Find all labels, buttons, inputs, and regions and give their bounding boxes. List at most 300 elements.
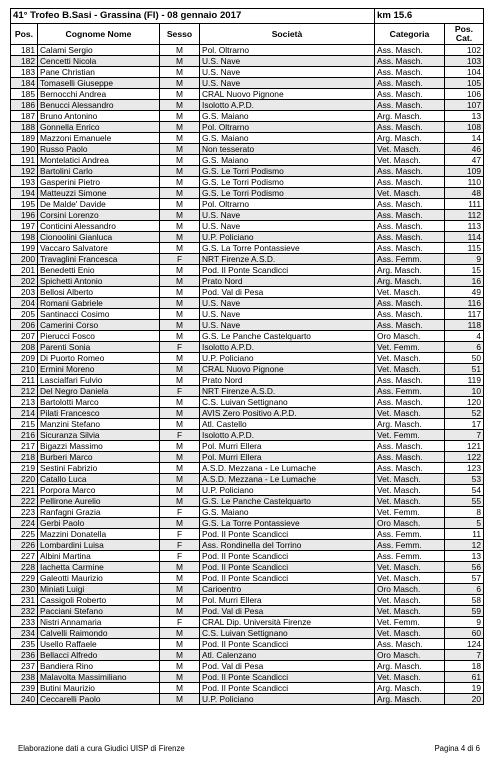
cell-name: Burberi Marco <box>38 452 160 463</box>
cell-category: Ass. Femm. <box>375 254 445 265</box>
cell-pos: 238 <box>11 672 38 683</box>
cell-club: G.S. Maiano <box>200 133 375 144</box>
table-row <box>11 419 484 430</box>
cell-poscat: 110 <box>445 177 484 188</box>
cell-poscat: 58 <box>445 595 484 606</box>
cell-club: NRT Firenze A.S.D. <box>200 386 375 397</box>
table-row <box>11 507 484 518</box>
table-row <box>11 276 484 287</box>
cell-category: Ass. Masch. <box>375 122 445 133</box>
header-sex: Sesso <box>160 24 200 45</box>
cell-club: Pol. Oltrarno <box>200 122 375 133</box>
cell-category: Vet. Femm. <box>375 507 445 518</box>
table-row <box>11 617 484 628</box>
cell-name: Del Negro Daniela <box>38 386 160 397</box>
cell-club: Pod. Val di Pesa <box>200 606 375 617</box>
cell-pos: 202 <box>11 276 38 287</box>
table-row <box>11 661 484 672</box>
cell-name: Butini Maurizio <box>38 683 160 694</box>
cell-pos: 209 <box>11 353 38 364</box>
cell-pos: 196 <box>11 210 38 221</box>
cell-poscat: 46 <box>445 144 484 155</box>
cell-category: Ass. Masch. <box>375 56 445 67</box>
cell-name: Pane Christian <box>38 67 160 78</box>
cell-poscat: 49 <box>445 287 484 298</box>
cell-poscat: 123 <box>445 463 484 474</box>
cell-sex: M <box>160 463 200 474</box>
cell-sex: F <box>160 551 200 562</box>
cell-pos: 181 <box>11 45 38 56</box>
cell-pos: 183 <box>11 67 38 78</box>
table-row <box>11 573 484 584</box>
cell-category: Vet. Masch. <box>375 188 445 199</box>
cell-sex: M <box>160 419 200 430</box>
cell-sex: M <box>160 562 200 573</box>
cell-sex: F <box>160 617 200 628</box>
cell-club: G.S. Maiano <box>200 507 375 518</box>
cell-category: Vet. Femm. <box>375 342 445 353</box>
cell-poscat: 111 <box>445 199 484 210</box>
cell-club: Pol. Oltrarno <box>200 45 375 56</box>
table-row <box>11 639 484 650</box>
cell-sex: M <box>160 606 200 617</box>
cell-name: Benucci Alessandro <box>38 100 160 111</box>
cell-name: Parenti Sonia <box>38 342 160 353</box>
cell-name: Calvelli Raimondo <box>38 628 160 639</box>
cell-pos: 222 <box>11 496 38 507</box>
cell-category: Ass. Masch. <box>375 100 445 111</box>
cell-name: Matteuzzi Simone <box>38 188 160 199</box>
cell-pos: 199 <box>11 243 38 254</box>
table-row <box>11 122 484 133</box>
cell-name: Pierucci Fosco <box>38 331 160 342</box>
cell-poscat: 7 <box>445 430 484 441</box>
cell-name: Mazzoni Emanuele <box>38 133 160 144</box>
cell-category: Ass. Masch. <box>375 232 445 243</box>
cell-sex: M <box>160 188 200 199</box>
table-row <box>11 551 484 562</box>
cell-club: C.S. Luivan Settignano <box>200 628 375 639</box>
cell-club: U.P. Policiano <box>200 353 375 364</box>
cell-sex: M <box>160 397 200 408</box>
cell-category: Vet. Masch. <box>375 606 445 617</box>
cell-category: Oro Masch. <box>375 584 445 595</box>
cell-name: Cassigoli Roberto <box>38 595 160 606</box>
cell-sex: M <box>160 474 200 485</box>
cell-pos: 187 <box>11 111 38 122</box>
cell-club: U.S. Nave <box>200 210 375 221</box>
cell-category: Vet. Masch. <box>375 287 445 298</box>
cell-poscat: 60 <box>445 628 484 639</box>
cell-pos: 207 <box>11 331 38 342</box>
table-row <box>11 375 484 386</box>
cell-pos: 240 <box>11 694 38 705</box>
cell-poscat: 6 <box>445 342 484 353</box>
table-row <box>11 353 484 364</box>
cell-club: Isolotto A.P.D. <box>200 100 375 111</box>
cell-name: Sicuranza Silvia <box>38 430 160 441</box>
cell-club: U.S. Nave <box>200 309 375 320</box>
cell-poscat: 50 <box>445 353 484 364</box>
cell-name: Porpora Marco <box>38 485 160 496</box>
cell-sex: M <box>160 375 200 386</box>
cell-poscat: 19 <box>445 683 484 694</box>
cell-sex: M <box>160 67 200 78</box>
cell-category: Vet. Masch. <box>375 672 445 683</box>
cell-pos: 194 <box>11 188 38 199</box>
table-row <box>11 452 484 463</box>
cell-pos: 206 <box>11 320 38 331</box>
cell-sex: M <box>160 111 200 122</box>
cell-poscat: 57 <box>445 573 484 584</box>
cell-name: Ranfagni Grazia <box>38 507 160 518</box>
cell-sex: M <box>160 144 200 155</box>
cell-sex: M <box>160 364 200 375</box>
cell-category: Ass. Masch. <box>375 45 445 56</box>
cell-category: Ass. Masch. <box>375 463 445 474</box>
cell-pos: 191 <box>11 155 38 166</box>
table-row <box>11 287 484 298</box>
cell-poscat: 54 <box>445 485 484 496</box>
cell-category: Vet. Masch. <box>375 364 445 375</box>
cell-poscat: 47 <box>445 155 484 166</box>
footer-credit: Elaborazione dati a cura Giudici UISP di Firenze <box>18 744 185 753</box>
table-row <box>11 496 484 507</box>
table-row <box>11 89 484 100</box>
table-row <box>11 56 484 67</box>
cell-name: Corsini Lorenzo <box>38 210 160 221</box>
table-row <box>11 78 484 89</box>
cell-poscat: 61 <box>445 672 484 683</box>
cell-name: Vaccaro Salvatore <box>38 243 160 254</box>
header-club: Società <box>200 24 375 45</box>
title-row <box>11 9 484 24</box>
cell-club: Isolotto A.P.D. <box>200 342 375 353</box>
table-row <box>11 518 484 529</box>
cell-sex: M <box>160 45 200 56</box>
event-title: 41° Trofeo B.Sasi - Grassina (FI) - 08 gennaio 2017 <box>11 9 375 24</box>
cell-club: U.S. Nave <box>200 67 375 78</box>
cell-name: Di Puorto Romeo <box>38 353 160 364</box>
cell-sex: M <box>160 485 200 496</box>
cell-club: AVIS Zero Positivo A.P.D. <box>200 408 375 419</box>
cell-name: Conticini Alessandro <box>38 221 160 232</box>
table-row <box>11 694 484 705</box>
cell-pos: 219 <box>11 463 38 474</box>
cell-pos: 184 <box>11 78 38 89</box>
cell-pos: 218 <box>11 452 38 463</box>
cell-category: Arg. Masch. <box>375 661 445 672</box>
cell-name: Cencetti Nicola <box>38 56 160 67</box>
cell-sex: M <box>160 628 200 639</box>
cell-category: Ass. Masch. <box>375 89 445 100</box>
cell-poscat: 53 <box>445 474 484 485</box>
cell-club: Pod. Il Ponte Scandicci <box>200 551 375 562</box>
cell-club: Pod. Il Ponte Scandicci <box>200 573 375 584</box>
cell-poscat: 51 <box>445 364 484 375</box>
cell-category: Arg. Masch. <box>375 133 445 144</box>
cell-name: Albini Martina <box>38 551 160 562</box>
cell-name: Bigazzi Massimo <box>38 441 160 452</box>
cell-sex: M <box>160 694 200 705</box>
cell-pos: 188 <box>11 122 38 133</box>
cell-poscat: 107 <box>445 100 484 111</box>
cell-club: Atl. Castello <box>200 419 375 430</box>
table-row <box>11 243 484 254</box>
cell-name: Russo Paolo <box>38 144 160 155</box>
cell-poscat: 117 <box>445 309 484 320</box>
cell-club: CRAL Nuovo Pignone <box>200 89 375 100</box>
header-pos: Pos. <box>11 24 38 45</box>
cell-category: Ass. Masch. <box>375 320 445 331</box>
cell-category: Ass. Masch. <box>375 243 445 254</box>
cell-sex: M <box>160 221 200 232</box>
cell-pos: 182 <box>11 56 38 67</box>
cell-poscat: 6 <box>445 584 484 595</box>
cell-name: Catallo Luca <box>38 474 160 485</box>
cell-name: Bruno Antonino <box>38 111 160 122</box>
cell-poscat: 13 <box>445 111 484 122</box>
table-row <box>11 408 484 419</box>
cell-club: G.S. Le Panche Castelquarto <box>200 496 375 507</box>
cell-sex: M <box>160 56 200 67</box>
cell-club: Pol. Murri Ellera <box>200 441 375 452</box>
header-poscat-line1: Pos. <box>454 24 474 34</box>
cell-pos: 186 <box>11 100 38 111</box>
cell-club: G.S. Le Torri Podismo <box>200 166 375 177</box>
header-poscat <box>445 24 484 45</box>
table-row <box>11 155 484 166</box>
cell-club: G.S. Maiano <box>200 111 375 122</box>
cell-club: U.P. Policiano <box>200 694 375 705</box>
cell-club: Pol. Murri Ellera <box>200 452 375 463</box>
cell-category: Ass. Masch. <box>375 298 445 309</box>
cell-sex: F <box>160 529 200 540</box>
cell-club: G.S. Maiano <box>200 155 375 166</box>
cell-pos: 203 <box>11 287 38 298</box>
table-row <box>11 166 484 177</box>
cell-name: Gerbi Paolo <box>38 518 160 529</box>
cell-sex: M <box>160 584 200 595</box>
cell-pos: 233 <box>11 617 38 628</box>
cell-category: Ass. Masch. <box>375 375 445 386</box>
cell-name: Romani Gabriele <box>38 298 160 309</box>
cell-poscat: 5 <box>445 518 484 529</box>
cell-sex: M <box>160 408 200 419</box>
cell-poscat: 14 <box>445 133 484 144</box>
cell-sex: F <box>160 540 200 551</box>
cell-pos: 195 <box>11 199 38 210</box>
cell-name: Bartolotti Marco <box>38 397 160 408</box>
cell-category: Vet. Femm. <box>375 430 445 441</box>
table-row <box>11 386 484 397</box>
cell-pos: 193 <box>11 177 38 188</box>
table-row <box>11 628 484 639</box>
cell-sex: F <box>160 386 200 397</box>
table-row <box>11 485 484 496</box>
cell-name: Pilati Francesco <box>38 408 160 419</box>
cell-club: U.S. Nave <box>200 298 375 309</box>
table-row <box>11 672 484 683</box>
cell-poscat: 105 <box>445 78 484 89</box>
cell-poscat: 10 <box>445 386 484 397</box>
cell-pos: 214 <box>11 408 38 419</box>
cell-category: Vet. Masch. <box>375 573 445 584</box>
cell-club: Atl. Calenzano <box>200 650 375 661</box>
cell-category: Arg. Masch. <box>375 276 445 287</box>
cell-pos: 185 <box>11 89 38 100</box>
cell-pos: 231 <box>11 595 38 606</box>
cell-category: Vet. Masch. <box>375 474 445 485</box>
cell-sex: M <box>160 265 200 276</box>
table-row <box>11 441 484 452</box>
cell-poscat: 15 <box>445 265 484 276</box>
cell-poscat: 59 <box>445 606 484 617</box>
cell-club: A.S.D. Mezzana - Le Lumache <box>200 474 375 485</box>
table-row <box>11 188 484 199</box>
table-row <box>11 320 484 331</box>
table-row <box>11 595 484 606</box>
cell-poscat: 113 <box>445 221 484 232</box>
cell-sex: M <box>160 166 200 177</box>
header-category: Categoria <box>375 24 445 45</box>
table-row <box>11 540 484 551</box>
cell-club: C.S. Luivan Settignano <box>200 397 375 408</box>
cell-category: Vet. Masch. <box>375 485 445 496</box>
cell-poscat: 8 <box>445 507 484 518</box>
cell-sex: M <box>160 78 200 89</box>
table-row <box>11 45 484 56</box>
cell-club: Pol. Oltrarno <box>200 199 375 210</box>
cell-pos: 220 <box>11 474 38 485</box>
cell-club: Non tesserato <box>200 144 375 155</box>
table-row <box>11 232 484 243</box>
cell-club: Ass. Rondinella del Torrino <box>200 540 375 551</box>
cell-club: A.S.D. Mezzana - Le Lumache <box>200 463 375 474</box>
cell-sex: M <box>160 177 200 188</box>
cell-name: Bernocchi Andrea <box>38 89 160 100</box>
cell-category: Vet. Masch. <box>375 628 445 639</box>
cell-category: Ass. Masch. <box>375 78 445 89</box>
table-row <box>11 111 484 122</box>
cell-category: Ass. Masch. <box>375 221 445 232</box>
cell-club: Pod. Il Ponte Scandicci <box>200 529 375 540</box>
cell-club: NRT Firenze A.S.D. <box>200 254 375 265</box>
cell-poscat: 13 <box>445 551 484 562</box>
cell-name: Nistri Annamaria <box>38 617 160 628</box>
cell-poscat: 20 <box>445 694 484 705</box>
cell-sex: M <box>160 650 200 661</box>
table-row <box>11 430 484 441</box>
cell-sex: M <box>160 133 200 144</box>
cell-category: Arg. Masch. <box>375 419 445 430</box>
cell-pos: 239 <box>11 683 38 694</box>
cell-poscat: 119 <box>445 375 484 386</box>
cell-sex: M <box>160 89 200 100</box>
cell-pos: 190 <box>11 144 38 155</box>
cell-name: Miniati Luigi <box>38 584 160 595</box>
cell-sex: M <box>160 210 200 221</box>
cell-sex: M <box>160 276 200 287</box>
cell-name: Usello Raffaele <box>38 639 160 650</box>
cell-category: Ass. Masch. <box>375 199 445 210</box>
cell-poscat: 120 <box>445 397 484 408</box>
cell-category: Vet. Masch. <box>375 408 445 419</box>
header-poscat-line2: Cat. <box>455 33 473 43</box>
cell-poscat: 122 <box>445 452 484 463</box>
cell-club: Pod. Val di Pesa <box>200 287 375 298</box>
table-row <box>11 210 484 221</box>
cell-name: Mazzini Donatella <box>38 529 160 540</box>
table-row <box>11 529 484 540</box>
cell-sex: F <box>160 430 200 441</box>
cell-pos: 192 <box>11 166 38 177</box>
cell-pos: 226 <box>11 540 38 551</box>
cell-pos: 198 <box>11 232 38 243</box>
cell-poscat: 112 <box>445 210 484 221</box>
cell-poscat: 48 <box>445 188 484 199</box>
cell-name: Iachetta Carmine <box>38 562 160 573</box>
cell-category: Arg. Masch. <box>375 683 445 694</box>
cell-club: G.S. La Torre Pontassieve <box>200 518 375 529</box>
cell-club: G.S. Le Panche Castelquarto <box>200 331 375 342</box>
cell-pos: 230 <box>11 584 38 595</box>
cell-name: Spichetti Antonio <box>38 276 160 287</box>
cell-club: Pod. Il Ponte Scandicci <box>200 562 375 573</box>
cell-category: Ass. Masch. <box>375 309 445 320</box>
table-row <box>11 265 484 276</box>
table-row <box>11 221 484 232</box>
cell-sex: M <box>160 496 200 507</box>
cell-poscat: 102 <box>445 45 484 56</box>
cell-club: U.S. Nave <box>200 56 375 67</box>
table-row <box>11 331 484 342</box>
cell-poscat: 114 <box>445 232 484 243</box>
cell-poscat: 12 <box>445 540 484 551</box>
cell-club: U.P. Policiano <box>200 485 375 496</box>
cell-pos: 234 <box>11 628 38 639</box>
cell-poscat: 124 <box>445 639 484 650</box>
cell-category: Ass. Femm. <box>375 551 445 562</box>
cell-club: Isolotto A.P.D. <box>200 430 375 441</box>
table-row <box>11 309 484 320</box>
cell-category: Ass. Masch. <box>375 67 445 78</box>
cell-sex: M <box>160 452 200 463</box>
cell-category: Arg. Masch. <box>375 265 445 276</box>
cell-category: Vet. Masch. <box>375 155 445 166</box>
cell-pos: 225 <box>11 529 38 540</box>
cell-name: Sestini Fabrizio <box>38 463 160 474</box>
cell-poscat: 9 <box>445 617 484 628</box>
cell-sex: M <box>160 122 200 133</box>
table-row <box>11 584 484 595</box>
table-row <box>11 177 484 188</box>
table-row <box>11 397 484 408</box>
table-row <box>11 562 484 573</box>
cell-category: Ass. Femm. <box>375 540 445 551</box>
cell-pos: 197 <box>11 221 38 232</box>
results-table <box>10 8 484 705</box>
cell-name: Bandiera Rino <box>38 661 160 672</box>
cell-poscat: 106 <box>445 89 484 100</box>
cell-pos: 211 <box>11 375 38 386</box>
cell-club: Carioentro <box>200 584 375 595</box>
cell-club: Pod. Il Ponte Scandicci <box>200 683 375 694</box>
cell-sex: M <box>160 298 200 309</box>
cell-pos: 236 <box>11 650 38 661</box>
cell-category: Vet. Femm. <box>375 617 445 628</box>
event-distance: km 15.6 <box>375 9 484 24</box>
